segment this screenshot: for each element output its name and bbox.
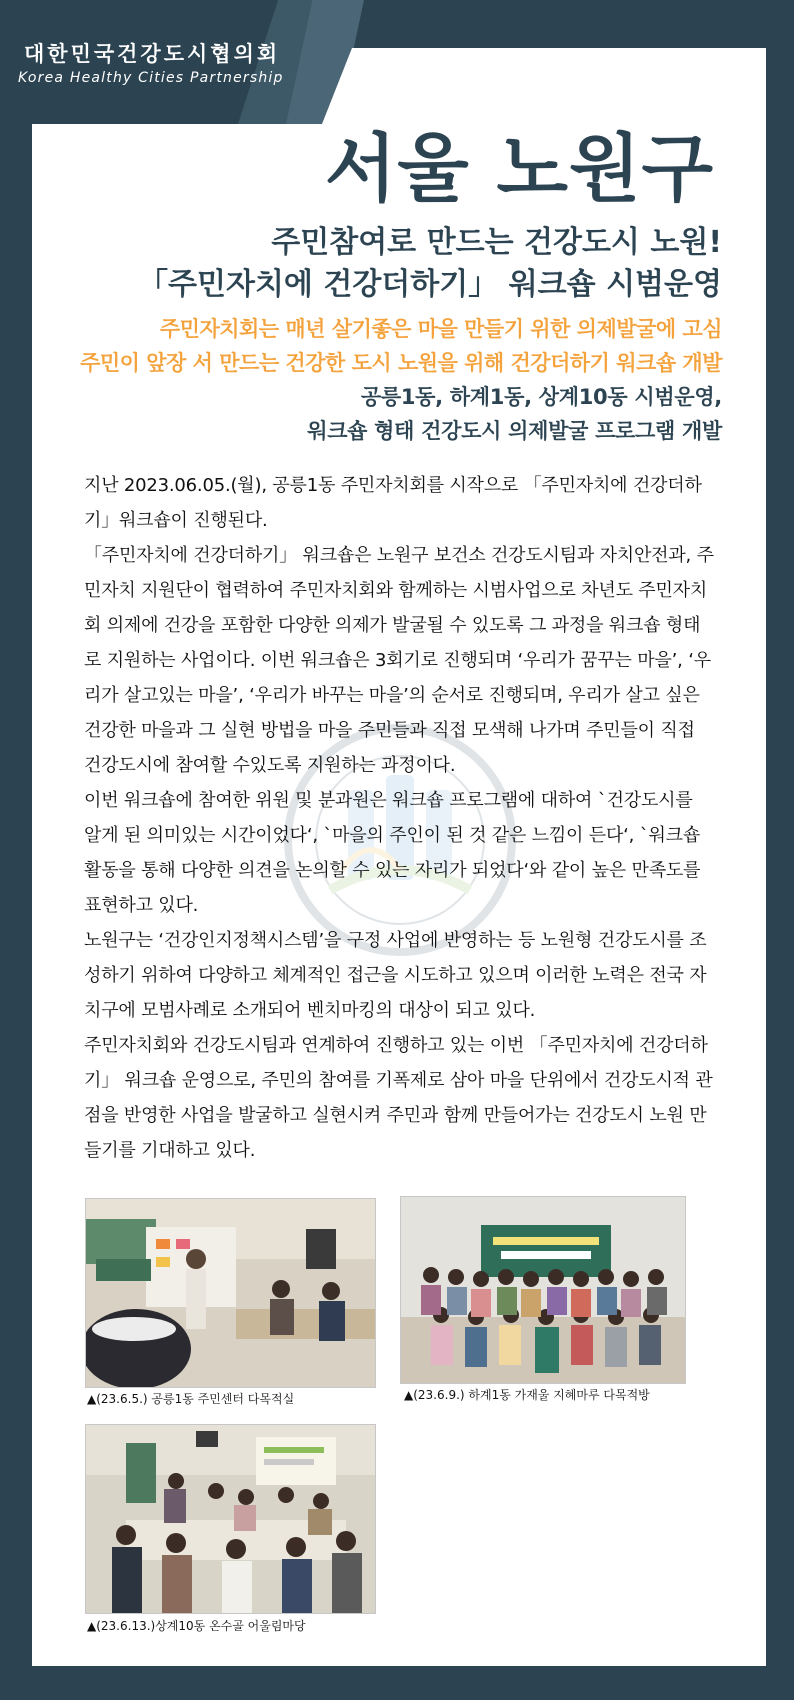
paragraph: 「주민자치에 건강더하기」 워크숍은 노원구 보건소 건강도시팀과 자치안전과, 주민자치 지원단이 협력하여 주민자치회와 함께하는 시범사업으로 차년도 주민자치회 의제에 건강을 포함한 다양한 의제가 발굴될 수 있도록 그 과정을 워크숍 형태로 지원하는 사업이다. 이번 워크숍은 3회기로 진행되며 ‘우리가 꿈꾸는 마을’, ‘우리가 살고있는 마을’, ‘우리가 바꾸는 마을’의 순서로 진행되며, 우리가 살고 싶은 건강한 마을과 그 실현 방법을 마을 주민들과 직접 모색해 나가며 주민들이 직접 건강도시에 참여할 수있도록 지원하는 과정이다. — [84, 545, 714, 776]
subheadline-orange-1: 주민자치회는 매년 살기좋은 마을 만들기 위한 의제발굴에 고심 — [159, 317, 722, 341]
photo-workshop-2 — [400, 1196, 686, 1384]
paragraph: 노원구는 ‘건강인지정책시스템’을 구정 사업에 반영하는 등 노원형 건강도시를 조성하기 위하여 다양하고 체계적인 접근을 시도하고 있으며 이러한 노력은 전국 자치구에 모범사례로 소개되어 벤치마킹의 대상이 되고 있다. — [84, 930, 707, 1021]
headline-line-1: 주민참여로 만드는 건강도시 노원! — [271, 225, 722, 260]
paragraph: 지난 2023.06.05.(월), 공릉1동 주민자치회를 시작으로 「주민자치에 건강더하기」워크숍이 진행된다. — [84, 475, 702, 531]
photo-caption: ▲(23.6.9.) 하계1동 가재울 지혜마루 다목적방 — [404, 1388, 650, 1402]
subheadline-dark-1: 공릉1동, 하계1동, 상계10동 시범운영, — [360, 385, 722, 409]
photo-caption: ▲(23.6.13.)상계10동 온수골 어울림마당 — [87, 1619, 306, 1633]
photo-workshop-3 — [85, 1424, 376, 1614]
org-name-ko: 대한민국건강도시협의회 — [24, 42, 281, 66]
article-body — [84, 468, 714, 1168]
region-title: 서울 노원구 — [324, 126, 714, 212]
photo-workshop-1 — [85, 1198, 376, 1388]
subheadline-dark-2: 워크숍 형태 건강도시 의제발굴 프로그램 개발 — [307, 419, 722, 443]
subheadline-dark — [22, 380, 722, 448]
paragraph: 이번 워크숍에 참여한 위원 및 분과원은 워크숍 프로그램에 대하여 `건강도시를 알게 된 의미있는 시간이었다‘, `마을의 주인이 된 것 같은 느낌이 든다‘, `워크숍 활동을 통해 다양한 의견을 논의할 수 있는 자리가 되었다‘와 같이 높은 만족도를 표현하고 있다. — [84, 790, 701, 916]
subheadline-orange — [12, 312, 722, 380]
org-name-en: Korea Healthy Cities Partnership — [18, 70, 284, 86]
headline-line-2: 「주민자치에 건강더하기」 워크숍 시범운영 — [138, 267, 722, 302]
photo-caption: ▲(23.6.5.) 공릉1동 주민센터 다목적실 — [87, 1392, 295, 1406]
subheadline-orange-2: 주민이 앞장 서 만드는 건강한 도시 노원을 위해 건강더하기 워크숍 개발 — [80, 351, 722, 375]
paragraph: 주민자치회와 건강도시팀과 연계하여 진행하고 있는 이번 「주민자치에 건강더하기」 워크숍 운영으로, 주민의 참여를 기폭제로 삼아 마을 단위에서 건강도시적 관점을 반영한 사업을 발굴하고 실현시켜 주민과 함께 만들어가는 건강도시 노원 만들기를 기대하고 있다. — [84, 1035, 713, 1161]
headline — [22, 222, 722, 306]
